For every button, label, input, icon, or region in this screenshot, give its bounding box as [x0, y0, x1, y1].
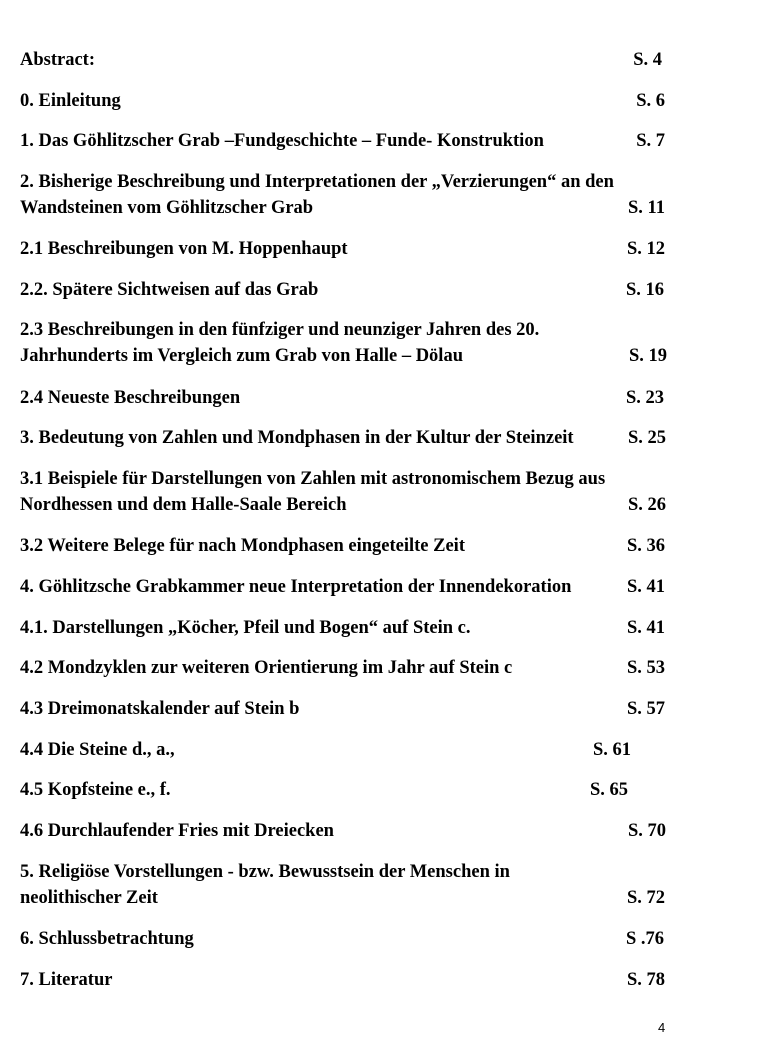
toc-entry-title: 2.4 Neueste Beschreibungen [20, 388, 241, 408]
toc-entry-title: 2. Bisherige Beschreibung und Interpretationen der „Verzierungen“ an den [20, 172, 614, 192]
toc-entry-page: S. 61 [592, 740, 631, 760]
toc-entry-title: 4.3 Dreimonatskalender auf Stein b [20, 699, 300, 719]
toc-entry-4-3 [20, 696, 665, 722]
toc-entry-3-1 [20, 466, 666, 518]
toc-entry-einleitung [20, 88, 665, 114]
toc-entry-page: S. 57 [626, 699, 665, 719]
toc-entry-page: S. 78 [626, 970, 665, 990]
toc-entry-page: S. 26 [627, 495, 666, 515]
toc-entry-title: 2.1 Beschreibungen von M. Hoppenhaupt [20, 239, 348, 259]
toc-entry-4-1 [20, 615, 665, 641]
toc-entry-4 [20, 574, 665, 600]
toc-entry-title: Abstract: [20, 50, 96, 70]
toc-entry-title: 4.6 Durchlaufender Fries mit Dreiecken [20, 821, 334, 841]
toc-entry-page: S. 53 [626, 658, 665, 678]
toc-entry-page: S. 7 [636, 131, 665, 151]
toc-entry-title: 2.2. Spätere Sichtweisen auf das Grab [20, 280, 319, 300]
toc-entry-title: 3.2 Weitere Belege für nach Mondphasen eingeteilte Zeit [20, 536, 465, 556]
toc-entry-page: S. 12 [626, 239, 665, 259]
toc-entry-2-1 [20, 236, 665, 262]
toc-entry-page: S. 16 [625, 280, 664, 300]
toc-entry-page: S. 65 [589, 780, 628, 800]
toc-entry-title: 7. Literatur [20, 970, 113, 990]
toc-entry-2-3 [20, 317, 667, 369]
toc-entry-page: S. 25 [627, 428, 666, 448]
toc-entry-2 [20, 169, 665, 221]
toc-entry-page: S. 41 [626, 618, 665, 638]
toc-entry-title: 4.5 Kopfsteine e., f. [20, 780, 171, 800]
toc-entry-title: 1. Das Göhlitzscher Grab –Fundgeschichte – Funde- Konstruktion [20, 131, 544, 151]
toc-entry-title: 3.1 Beispiele für Darstellungen von Zahlen mit astronomischem Bezug aus [20, 469, 606, 489]
toc-entry-3 [20, 425, 666, 451]
toc-entry-page: S. 23 [625, 388, 664, 408]
toc-entry-title: 4.4 Die Steine d., a., [20, 740, 175, 760]
toc-entry-title-continued: neolithischer Zeit [20, 888, 158, 908]
toc-entry-title: 6. Schlussbetrachtung [20, 929, 194, 949]
page-number: 4 [658, 1020, 666, 1035]
toc-entry-3-2 [20, 533, 665, 559]
toc-entry-page: S. 6 [636, 91, 665, 111]
toc-entry-1 [20, 128, 665, 154]
toc-entry-page: S. 41 [626, 577, 665, 597]
toc-entry-4-4 [20, 737, 631, 763]
toc-entry-page: S. 70 [627, 821, 666, 841]
toc-entry-abstract [20, 47, 662, 73]
toc-entry-6 [20, 926, 664, 952]
toc-entry-5 [20, 859, 665, 911]
toc-entry-title: 4. Göhlitzsche Grabkammer neue Interpretation der Innendekoration [20, 577, 572, 597]
toc-entry-title: 0. Einleitung [20, 91, 121, 111]
toc-entry-title-continued: Wandsteinen vom Göhlitzscher Grab [20, 198, 314, 218]
toc-entry-page: S. 11 [627, 198, 665, 218]
toc-entry-4-6 [20, 818, 666, 844]
toc-entry-title-continued: Jahrhunderts im Vergleich zum Grab von Halle – Dölau [20, 346, 463, 366]
toc-entry-title: 5. Religiöse Vorstellungen - bzw. Bewusstsein der Menschen in [20, 862, 510, 882]
toc-entry-title: 4.2 Mondzyklen zur weiteren Orientierung im Jahr auf Stein c [20, 658, 513, 678]
toc-entry-page: S. 72 [626, 888, 665, 908]
toc-entry-page: S. 4 [633, 50, 662, 70]
toc-entry-page: S. 36 [626, 536, 665, 556]
toc-entry-page: S .76 [625, 929, 664, 949]
toc-entry-title: 3. Bedeutung von Zahlen und Mondphasen in der Kultur der Steinzeit [20, 428, 574, 448]
toc-entry-title-continued: Nordhessen und dem Halle-Saale Bereich [20, 495, 347, 515]
toc-entry-4-5 [20, 777, 628, 803]
toc-entry-2-4 [20, 385, 664, 411]
toc-entry-7 [20, 967, 665, 993]
toc-entry-4-2 [20, 655, 665, 681]
toc-entry-title: 4.1. Darstellungen „Köcher, Pfeil und Bogen“ auf Stein c. [20, 618, 471, 638]
toc-entry-2-2 [20, 277, 664, 303]
toc-entry-page: S. 19 [628, 346, 667, 366]
toc-entry-title: 2.3 Beschreibungen in den fünfziger und neunziger Jahren des 20. [20, 320, 540, 340]
